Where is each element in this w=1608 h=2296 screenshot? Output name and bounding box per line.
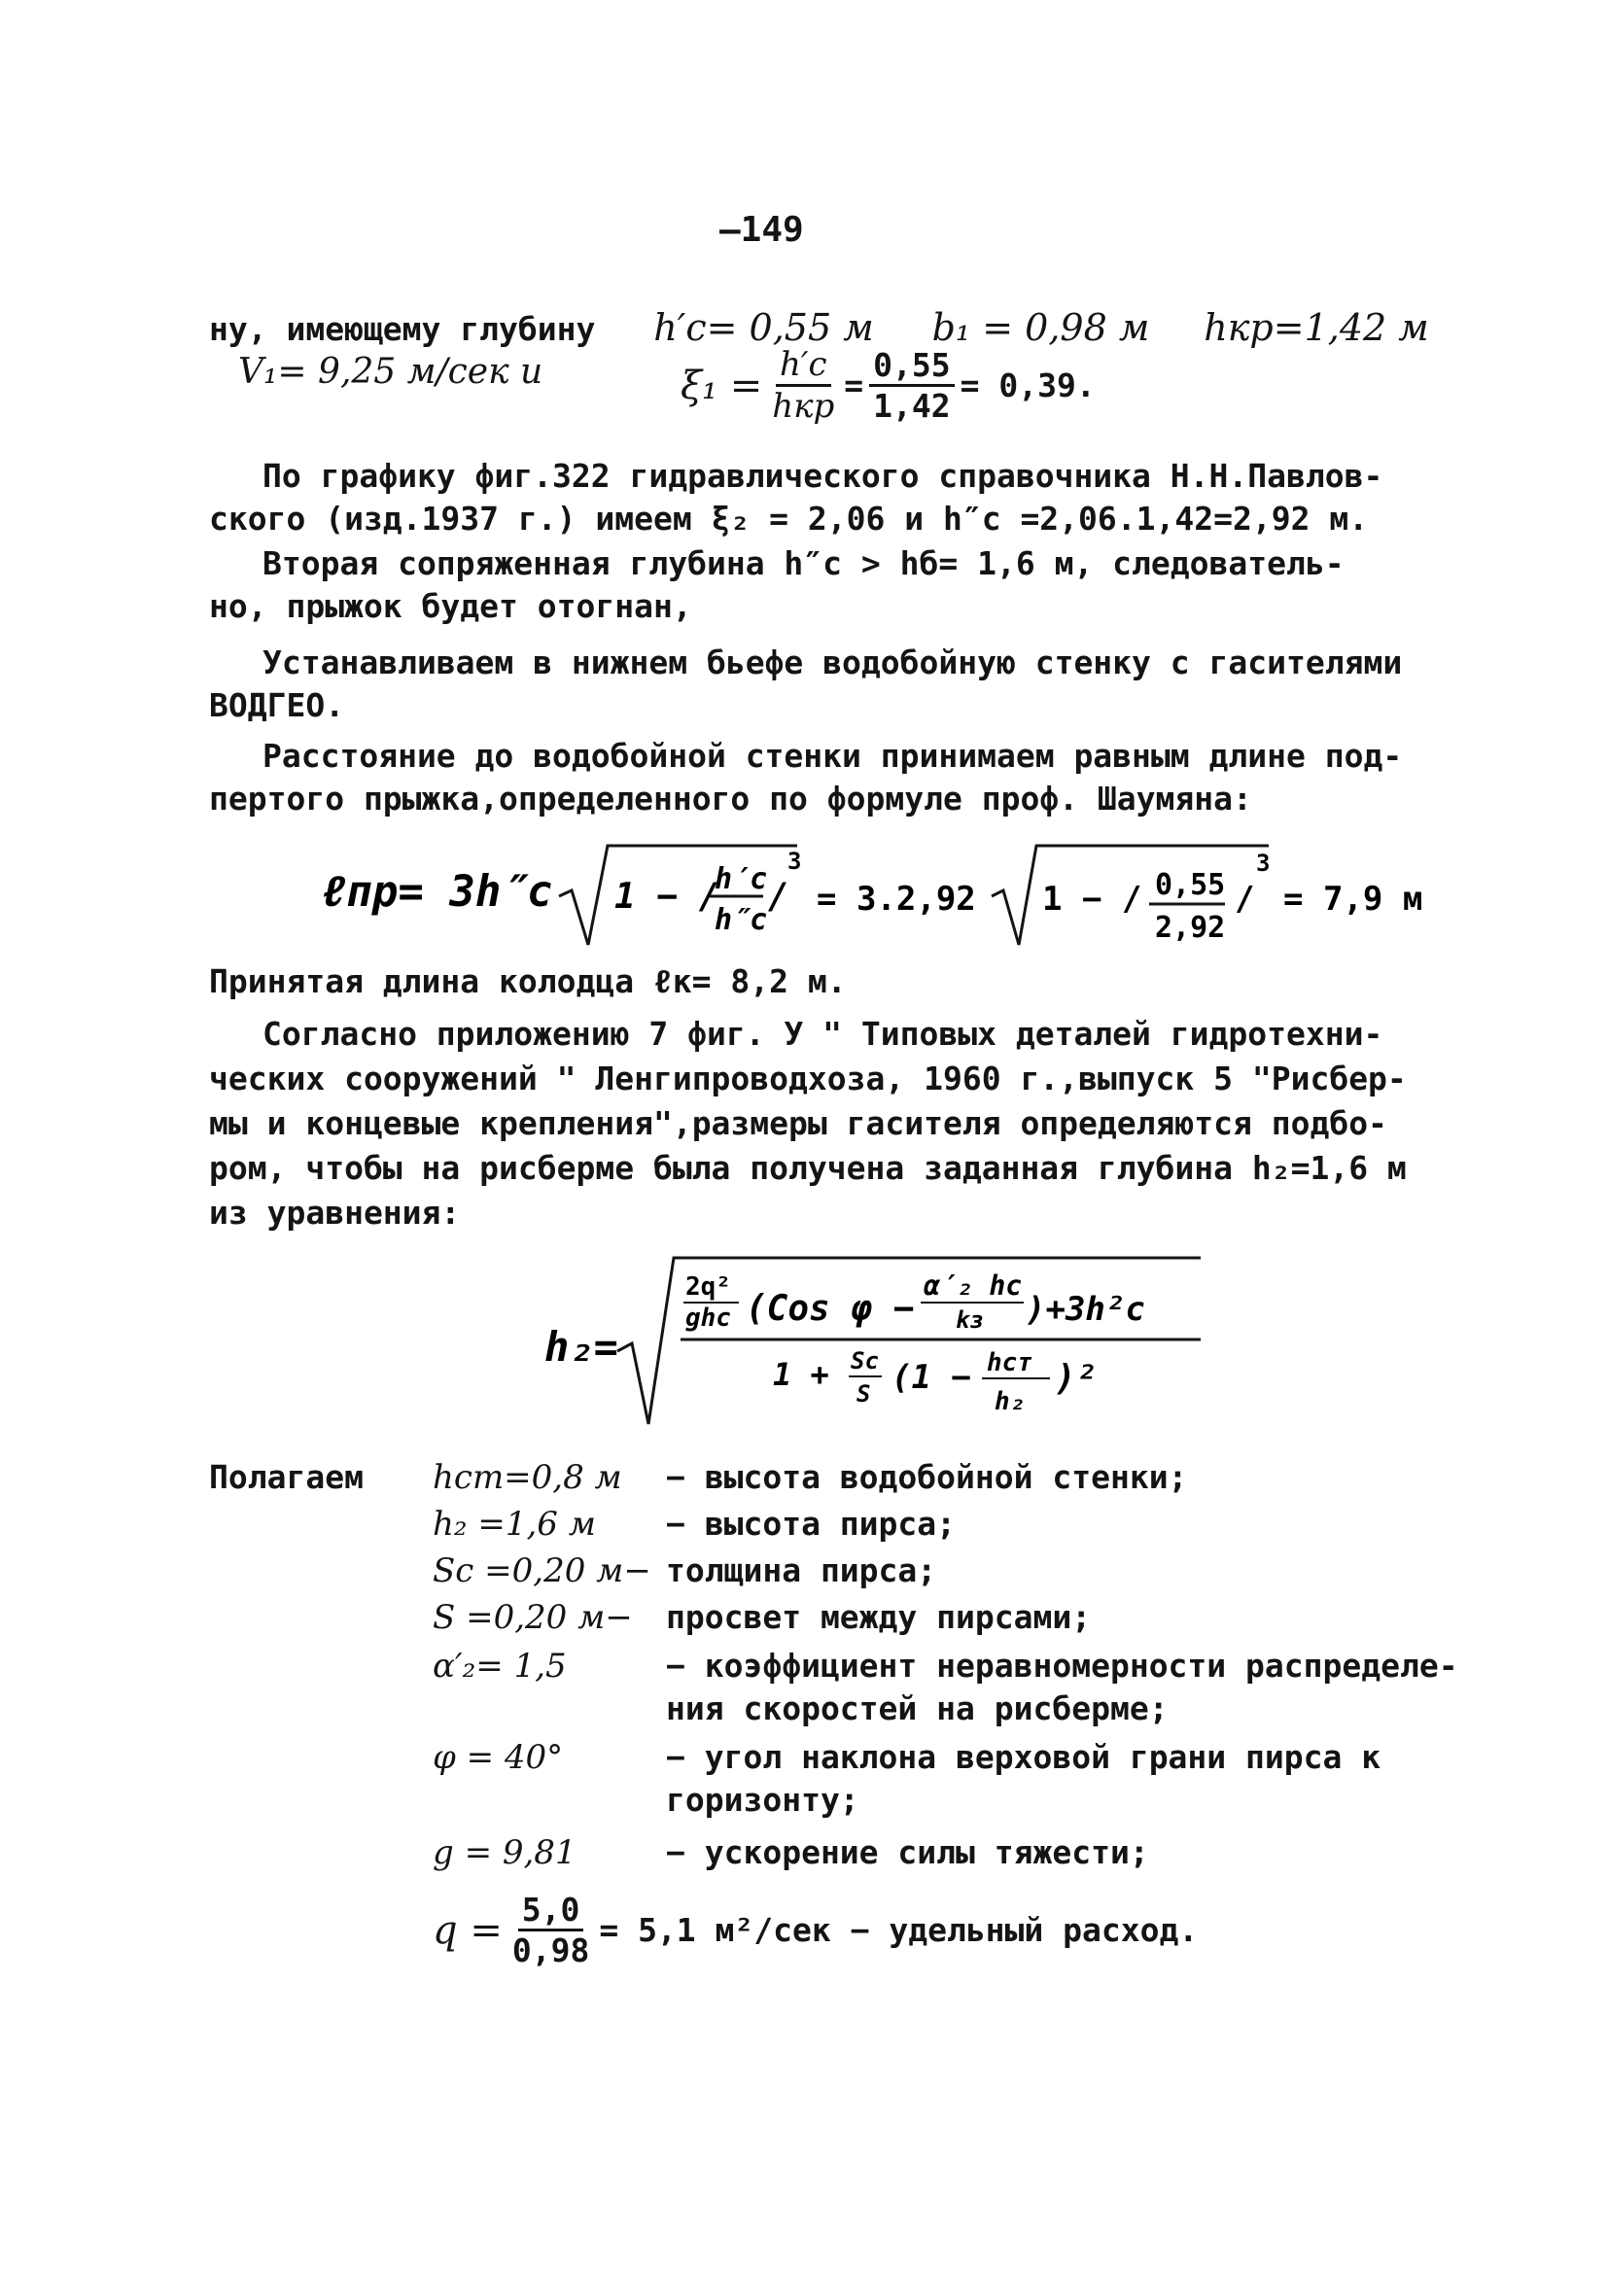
hkr-value: hкр=1,42 м [1204,306,1429,349]
param-description: − высота пирса; [666,1505,957,1543]
param-symbol: h₂ =1,6 м [433,1505,596,1544]
formula1-lhs: ℓпр= 3h″c [321,867,553,917]
formula2-den-c: )² [1055,1359,1098,1399]
b1-value: b₁ = 0,98 м [931,306,1150,349]
param-description-cont: ния скоростей на рисберме; [666,1689,1169,1727]
xi1-value-numerator: 0,55 [869,346,954,387]
formula1-frac-num: h′c [715,862,768,896]
param-description: толщина пирса; [666,1551,937,1589]
formula2-tail: )+3h²c [1026,1290,1145,1329]
paragraph-5-line-4: ром, чтобы на рисберме была получена заданная глубина h₂=1,6 м [209,1149,1407,1187]
xi1-value-fraction [869,346,954,425]
accepted-length-line: Принятая длина колодца ℓк= 8,2 м. [209,962,847,1000]
xi1-result: = 0,39. [960,366,1096,404]
formula1-inner-minus: 1 − / [614,877,720,917]
intro-line-2 [238,352,542,392]
formula2-alpha: α′₂ hc [924,1270,1023,1302]
param-row-phi [433,1738,1381,1777]
formula1-den2: 2,92 [1155,911,1226,945]
paragraph-3-line-2: ВОДГЕО. [209,686,345,724]
formula1-frac-den: h″c [715,903,768,937]
jump-length-formula [311,836,1429,962]
formula2-paren: (Cos φ − [746,1289,915,1329]
v1-value: V₁= 9,25 м/сек и [238,352,543,392]
param-row-s [433,1598,1091,1637]
h2-equation [540,1244,1240,1439]
param-row-h2 [433,1505,956,1544]
xi1-denominator: hкр [772,387,835,426]
q-fraction [508,1891,593,1969]
formula2-den-a: 1 + [773,1356,829,1393]
paragraph-5-line-2: ческих сооружений " Ленгипроводхоза, 1960 г.,выпуск 5 "Рисбер- [209,1060,1407,1097]
q-result: = 5,1 м²/сек − удельный расход. [599,1911,1199,1949]
q-denominator: 0,98 [511,1931,590,1969]
param-description: − угол наклона верховой грани пирса к [666,1738,1381,1776]
formula1-slash: / [768,877,789,917]
paragraph-1-line-1: По графику фиг.322 гидравлического справочника Н.Н.Павлов- [262,457,1383,495]
formula1-power: 3 [787,848,802,875]
formula1-num2: 0,55 [1155,868,1226,902]
specific-discharge-line [433,1891,1198,1969]
param-description: − ускорение силы тяжести; [666,1833,1149,1871]
paragraph-5-line-1: Согласно приложению 7 фиг. У " Типовых деталей гидротехни- [262,1015,1383,1053]
formula2-ks: kз [956,1306,984,1334]
xi1-formula [681,345,1096,426]
param-symbol: α′₂= 1,5 [433,1647,567,1686]
paragraph-5-line-5: из уравнения: [209,1194,461,1232]
formula1-result: = 7,9 м [1283,880,1423,919]
hc-prime-value: h′c= 0,55 м [653,306,874,349]
formula1-power2: 3 [1256,850,1271,877]
assume-label: Полагаем [209,1458,364,1496]
xi1-symbol: ξ₁ = [681,363,763,408]
param-description-cont: горизонту; [666,1781,859,1819]
paragraph-2-line-1: Вторая сопряженная глубина h″c > hб= 1,6 м, следователь- [262,544,1345,582]
formula2-den-b: (1 − [891,1358,971,1397]
param-symbol: S =0,20 м− [433,1598,633,1637]
param-symbol: hст=0,8 м [433,1458,622,1497]
formula1-inner2-minus: 1 − / [1042,880,1142,919]
xi1-eq-sign: = [844,366,864,404]
param-description: просвет между пирсами; [666,1598,1092,1636]
paragraph-4-line-2: пертого прыжка,определенного по формуле проф. Шаумяна: [209,780,1252,818]
param-row-hct [433,1458,1187,1497]
intro-line-1 [209,306,1429,349]
param-row-alpha-cont [666,1689,1169,1727]
formula2-num-a: 2q² [685,1272,731,1302]
page-number: —149 [719,210,804,250]
paragraph-4-line-1: Расстояние до водобойной стенки принимаем равным длине под- [262,737,1403,775]
formula2-sc: Sc [851,1347,879,1374]
param-row-alpha [433,1647,1458,1686]
paragraph-2-line-2: но, прыжок будет отогнан, [209,587,692,625]
paragraph-1-line-2: ского (изд.1937 г.) имеем ξ₂ = 2,06 и h″c =2,06.1,42=2,92 м. [209,500,1369,538]
xi1-fraction [768,345,838,426]
formula1-eq: = 3.2,92 [817,880,976,919]
paragraph-5-line-3: мы и концевые крепления",размеры гасителя определяются подбо- [209,1104,1387,1142]
formula2-num-b: ghc [685,1304,731,1333]
param-row-phi-cont [666,1781,859,1819]
xi1-numerator: h′c [776,345,831,387]
param-symbol: g = 9,81 [433,1833,577,1872]
formula2-s: S [856,1380,871,1408]
param-symbol: Sc =0,20 м− [433,1551,651,1590]
param-row-sc [433,1551,936,1590]
formula2-h2: h₂ [995,1387,1026,1416]
paragraph-3-line-1: Устанавливаем в нижнем бьефе водобойную стенку с гасителями [262,644,1403,681]
formula2-hct: hст [987,1348,1032,1377]
xi1-value-denominator: 1,42 [873,387,951,425]
q-numerator: 5,0 [518,1891,584,1931]
formula1-slash2: / [1235,880,1255,919]
q-symbol: q = [433,1907,503,1953]
param-symbol: φ = 40° [433,1738,564,1777]
formula2-lhs: h₂= [544,1323,618,1371]
param-row-g [433,1833,1149,1872]
param-description: − высота водобойной стенки; [666,1458,1188,1496]
param-description: − коэффициент неравномерности распределе- [666,1647,1458,1685]
intro-text: ну, имеющему глубину [209,310,596,348]
